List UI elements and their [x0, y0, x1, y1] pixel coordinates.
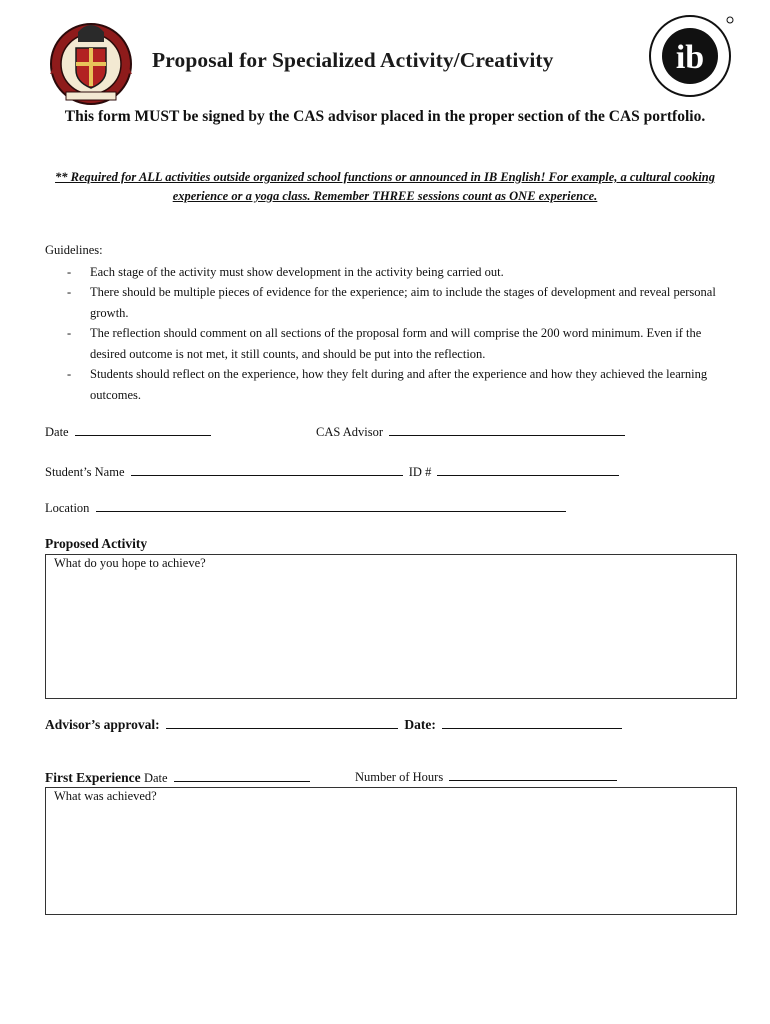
- advisor-approval-input-line[interactable]: [166, 718, 398, 729]
- page-title: Proposal for Specialized Activity/Creativity: [152, 48, 554, 72]
- student-name-label: Student’s Name: [45, 465, 125, 479]
- proposed-activity-box[interactable]: [45, 554, 737, 699]
- date-field-row: [45, 425, 211, 440]
- guidelines-heading: Guidelines:: [45, 243, 103, 257]
- svg-text:ib: ib: [675, 39, 705, 76]
- location-label: Location: [45, 501, 90, 515]
- cas-advisor-field-row: [316, 425, 625, 440]
- location-input-line[interactable]: [96, 501, 566, 512]
- guideline-item: - The reflection should comment on all sections of the proposal form and will comprise the 200 word minimum. Even if the desired outcome is not met, it still counts, and should be put into the reflection.: [45, 323, 735, 364]
- number-of-hours-row: [355, 770, 617, 785]
- approval-date-input-line[interactable]: [442, 718, 622, 729]
- first-experience-box[interactable]: [45, 787, 737, 915]
- cas-advisor-label: CAS Advisor: [316, 425, 384, 439]
- date-input-line[interactable]: [75, 425, 211, 436]
- guideline-item: - There should be multiple pieces of evidence for the experience; aim to include the stages of development and reveal personal growth.: [45, 282, 735, 323]
- proposed-activity-prompt: What do you hope to achieve?: [54, 556, 206, 570]
- cas-advisor-input-line[interactable]: [389, 425, 625, 436]
- advisor-approval-row: [45, 717, 622, 733]
- student-name-field-row: [45, 465, 619, 480]
- date-label: Date: [45, 425, 69, 439]
- id-input-line[interactable]: [437, 465, 619, 476]
- required-note: ** Required for ALL activities outside organized school functions or announced in IB English! For example, a cultural cooking experience or a yoga class. Remember THREE sessions count as ONE experience.: [55, 170, 715, 203]
- advisor-approval-label: Advisor’s approval:: [45, 717, 160, 732]
- location-field-row: [45, 501, 566, 516]
- guideline-item: - Each stage of the activity must show development in the activity being carried out.: [45, 262, 735, 283]
- approval-date-label: Date:: [404, 717, 436, 732]
- number-of-hours-input-line[interactable]: [449, 770, 617, 781]
- number-of-hours-label: Number of Hours: [355, 770, 444, 784]
- first-experience-prompt: What was achieved?: [54, 789, 157, 803]
- ib-world-school-logo: [646, 10, 736, 100]
- first-experience-date-input-line[interactable]: [174, 771, 310, 782]
- id-label: ID #: [408, 465, 432, 479]
- proposed-activity-label: Proposed Activity: [45, 536, 148, 551]
- signature-instruction: This form MUST be signed by the CAS advisor placed in the proper section of the CAS portfolio.: [64, 108, 706, 125]
- student-name-input-line[interactable]: [131, 465, 403, 476]
- guideline-item: - Students should reflect on the experience, how they felt during and after the experience and how they achieved the learning outcomes.: [45, 364, 735, 405]
- guidelines-list: [45, 262, 735, 406]
- first-experience-label: First Experience: [45, 770, 144, 785]
- first-experience-row: [45, 770, 310, 786]
- school-crest-logo: [46, 14, 136, 106]
- first-experience-date-label: Date: [143, 771, 168, 785]
- guidelines-section: [45, 240, 735, 405]
